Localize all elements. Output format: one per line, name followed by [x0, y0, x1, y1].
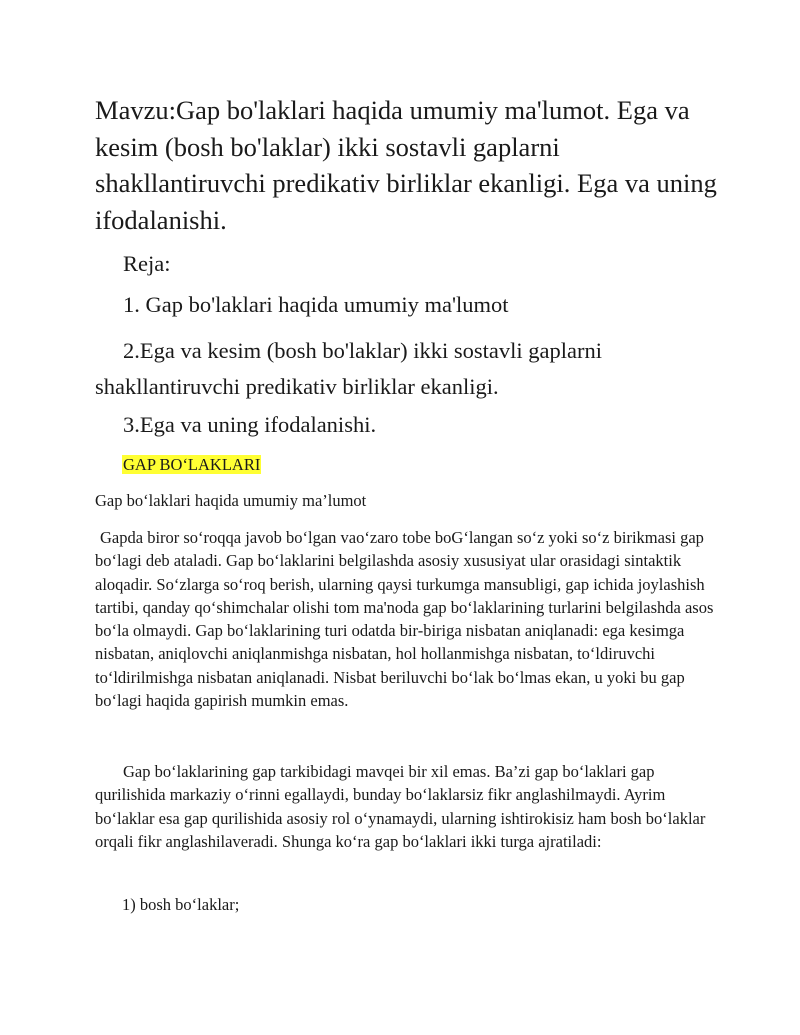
plan-heading: Reja: — [123, 251, 171, 276]
section-subtitle: Gap bo‘laklari haqida umumiy ma’lumot — [95, 491, 367, 510]
plan-item-2: 2.Ega va kesim (bosh bo'laklar) ikki sostavli gaplarni shakllantiruvchi predikativ birliklar ekanligi. — [95, 338, 602, 399]
paragraph-2: Gap bo‘laklarining gap tarkibidagi mavqei bir xil emas. Ba’zi gap bo‘laklari gap qurilishida markaziy o‘rinni egallaydi, bunday bo‘laklarsiz fikr anglashilmaydi. Ayrim bo‘laklar esa gap qurilishida asosiy rol o‘ynamaydi, ularning ishtirokisiz ham bosh bo‘laklar orqali fikr anglashilaveradi. Shunga ko‘ra gap bo‘laklari ikki turga ajratiladi: — [95, 762, 706, 851]
plan-item-1: 1. Gap bo'laklari haqida umumiy ma'lumot — [123, 292, 509, 317]
plan-item-3: 3.Ega va uning ifodalanishi. — [123, 412, 377, 437]
highlighted-section-label: GAP BO‘LAKLARI — [123, 455, 261, 474]
paragraph-1: Gapda biror so‘roqqa javob bo‘lgan vao‘zaro tobe boG‘langan so‘z yoki so‘z birikmasi gap bo‘lagi deb ataladi. Gap bo‘laklarini belgilashda asosiy xususiyat ular orasidagi sintaktik aloqadir. So‘zlarga so‘roq berish, ularning qaysi turkumga mansubligi, gap ichida joylashish tartibi, qanday qo‘shimchalar olishi tom ma'noda gap bo‘laklarining turlarini belgilashda asos bo‘la olmaydi. Gap bo‘laklarining turi odatda bir-biriga nisbatan aniqlanadi: ega kesimga nisbatan, aniqlovchi aniqlanmishga nisbatan, hol hollanmishga nisbatan, to‘ldiruvchi to‘ldirilmishga nisbatan aniqlanadi. Nisbat beriluvchi bo‘lak bo‘lmas ekan, u yoki bu gap bo‘lagi haqida gapirish mumkin emas. — [95, 528, 714, 711]
document-title: Mavzu:Gap bo'laklari haqida umumiy ma'lumot. Ega va kesim (bosh bo'laklar) ikki sostavli gaplarni shakllantiruvchi predikativ birliklar ekanligi. Ega va uning ifodalanishi. — [95, 95, 717, 235]
section-heading — [122, 454, 261, 476]
list-item-1: 1) bosh bo‘laklar; — [122, 895, 240, 914]
